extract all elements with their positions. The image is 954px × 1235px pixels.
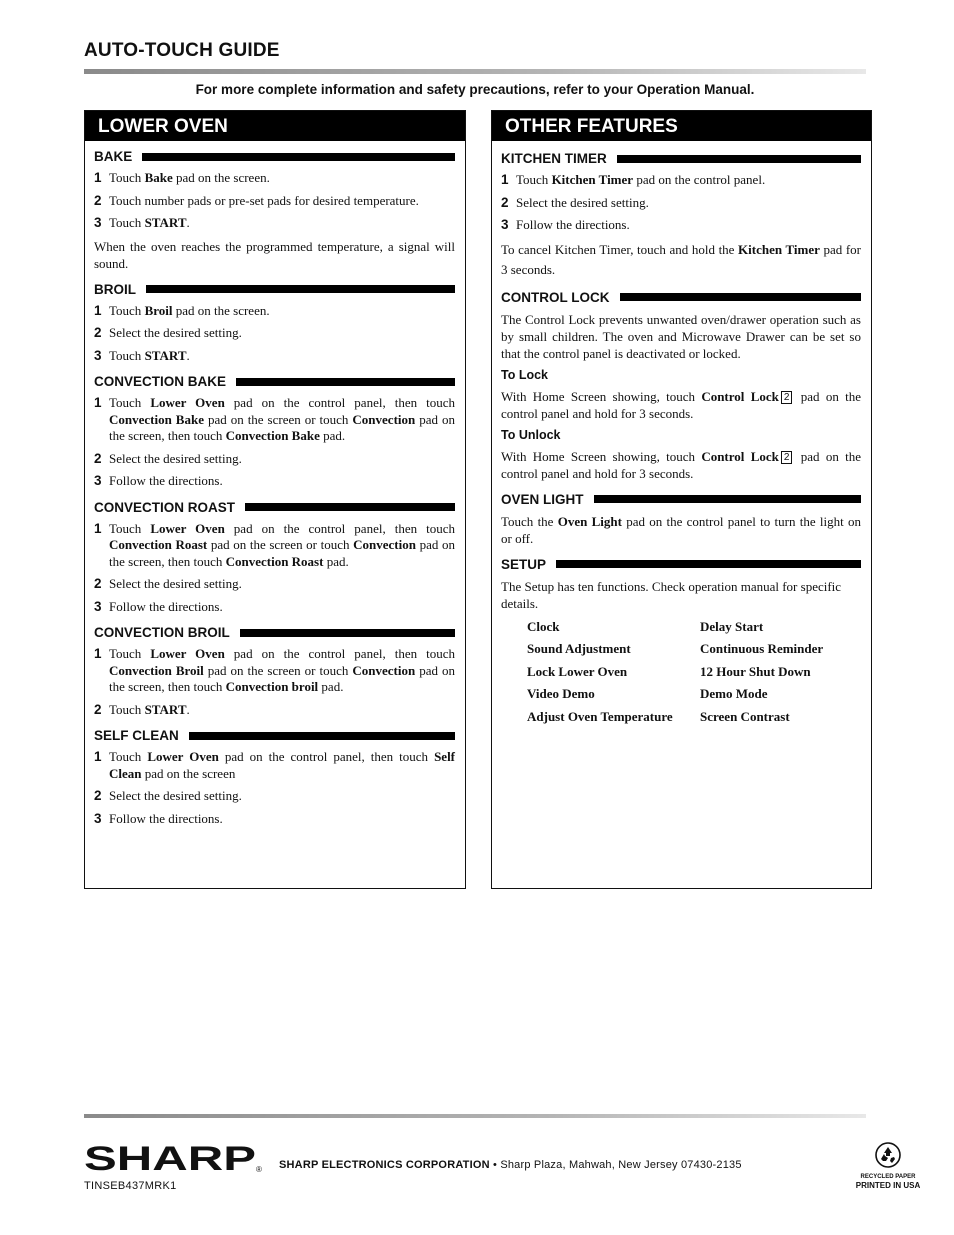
step-number: 2 <box>94 576 102 591</box>
self-clean-section-header <box>94 728 455 743</box>
section-label: SELF CLEAN <box>94 728 179 743</box>
bake-note: When the oven reaches the programmed temperature, a signal will sound. <box>94 238 455 271</box>
setup-function: Video Demo <box>527 686 595 701</box>
step-number: 2 <box>94 701 102 717</box>
step-text: Touch Lower Oven pad on the control panel, then touch Convection Roast pad on the screen or touch Convection pad on the screen, then touch Convection Roast pad. <box>109 520 455 569</box>
title-rule <box>84 69 866 74</box>
self-clean-step-2 <box>94 788 455 805</box>
convection-broil-section-header <box>94 625 455 640</box>
step-number: 1 <box>501 172 509 187</box>
convection-broil-step-2 <box>94 702 455 719</box>
step-text: Touch Lower Oven pad on the control panel, then touch Convection Broil pad on the screen or touch Convection pad on the screen, then touch Convection broil pad. <box>109 646 455 694</box>
broil-step-3 <box>94 348 455 365</box>
svg-text:®: ® <box>256 1165 262 1174</box>
step-number: 1 <box>94 646 102 661</box>
step-text: Follow the directions. <box>109 598 223 614</box>
step-text: Follow the directions. <box>109 810 223 826</box>
section-bar <box>142 153 455 161</box>
step-text: Touch Kitchen Timer pad on the control panel. <box>516 172 766 187</box>
setup-function: Adjust Oven Temperature <box>527 708 673 724</box>
bake-step-3 <box>94 215 455 232</box>
step-text: Touch number pads or pre-set pads for desired temperature. <box>109 192 419 208</box>
setup-function: Delay Start <box>700 618 764 634</box>
step-number: 1 <box>94 749 102 764</box>
to-lock-heading: To Lock <box>501 367 548 382</box>
convection-roast-step-2 <box>94 576 455 593</box>
to-unlock-heading: To Unlock <box>501 427 561 442</box>
step-text: Touch START. <box>109 215 190 230</box>
setup-function: Demo Mode <box>700 686 768 701</box>
section-bar <box>146 285 455 293</box>
setup-section-header <box>501 557 861 572</box>
bake-section-header <box>94 149 455 164</box>
control-lock-intro: The Control Lock prevents unwanted oven/drawer operation such as by small children. The oven and Microwave Drawer can be set so that the control panel is deactivated or locked. <box>501 311 861 361</box>
page-title: AUTO-TOUCH GUIDE <box>84 40 280 61</box>
self-clean-step-3 <box>94 811 455 828</box>
step-number: 3 <box>94 347 102 363</box>
setup-function: 12 Hour Shut Down <box>700 663 811 679</box>
sharp-logo <box>84 1142 264 1174</box>
step-number: 1 <box>94 302 102 318</box>
convection-bake-step-2 <box>94 451 455 468</box>
bake-step-2 <box>94 193 455 210</box>
broil-step-2 <box>94 325 455 342</box>
kitchen-timer-step-3 <box>501 217 861 234</box>
oven-light-text: Touch the Oven Light pad on the control panel to turn the light on or off. <box>501 513 861 546</box>
self-clean-step-1 <box>94 749 455 782</box>
section-bar <box>617 155 861 163</box>
section-label: CONVECTION ROAST <box>94 499 236 515</box>
convection-bake-step-1 <box>94 395 455 445</box>
section-bar <box>245 503 455 511</box>
step-number: 2 <box>94 192 102 208</box>
document-number: TINSEB437MRK1 <box>84 1180 177 1192</box>
kitchen-timer-step-2 <box>501 195 861 212</box>
section-bar <box>594 495 861 503</box>
section-label: BROIL <box>94 281 136 297</box>
other-features-title: OTHER FEATURES <box>492 111 871 141</box>
lower-oven-panel <box>84 110 466 889</box>
control-lock-key-icon: 2 <box>781 391 793 404</box>
convection-bake-step-3 <box>94 473 455 490</box>
setup-intro: The Setup has ten functions. Check operation manual for specific details. <box>501 578 842 611</box>
step-number: 3 <box>501 217 509 232</box>
step-number: 3 <box>94 473 102 488</box>
section-label: CONVECTION BAKE <box>94 374 227 389</box>
section-bar <box>240 629 455 637</box>
footer-rule <box>84 1114 866 1118</box>
step-text: Select the desired setting. <box>109 576 242 591</box>
step-number: 1 <box>94 170 102 185</box>
step-text: Select the desired setting. <box>109 788 242 803</box>
svg-text:SHARP: SHARP <box>84 1142 256 1174</box>
broil-section-header <box>94 282 455 297</box>
step-text: Select the desired setting. <box>516 194 649 210</box>
step-number: 2 <box>501 194 509 210</box>
step-text: Touch START. <box>109 347 190 363</box>
to-unlock-text: With Home Screen showing, touch Control Lock 2 pad on the control panel and hold for 3 seconds. <box>501 448 862 481</box>
kitchen-timer-section-header <box>501 151 861 166</box>
setup-function: Clock <box>527 618 560 634</box>
step-number: 3 <box>94 598 102 614</box>
step-text: Follow the directions. <box>109 473 223 488</box>
section-label: CONVECTION BROIL <box>94 625 230 640</box>
step-text: Follow the directions. <box>516 217 630 232</box>
step-text: Touch Lower Oven pad on the control panel, then touch Convection Bake pad on the screen or touch Convection pad on the screen, then touch Convection Bake pad. <box>109 395 455 443</box>
other-features-panel <box>491 110 872 889</box>
setup-function: Screen Contrast <box>700 708 790 724</box>
section-bar <box>620 293 862 301</box>
step-number: 3 <box>94 215 102 230</box>
printed-in-usa-label: PRINTED IN USA <box>855 1181 921 1190</box>
setup-function: Lock Lower Oven <box>527 663 628 679</box>
safety-note: For more complete information and safety precautions, refer to your Operation Manual. <box>195 82 755 97</box>
section-label: BAKE <box>94 149 133 164</box>
step-text: Touch START. <box>109 701 190 717</box>
recycled-paper-label: RECYCLED PAPER <box>860 1174 916 1180</box>
convection-roast-step-3 <box>94 599 455 616</box>
setup-function: Sound Adjustment <box>527 641 631 656</box>
step-number: 2 <box>94 450 102 466</box>
step-number: 2 <box>94 325 102 340</box>
section-bar <box>556 560 861 568</box>
step-text: Touch Broil pad on the screen. <box>109 302 270 318</box>
step-text: Touch Lower Oven pad on the control panel, then touch Self Clean pad on the screen <box>109 749 456 781</box>
setup-functions-list <box>527 618 861 726</box>
convection-bake-section-header <box>94 374 455 389</box>
control-lock-section-header <box>501 290 861 305</box>
bake-step-1 <box>94 170 455 187</box>
step-number: 3 <box>94 810 102 826</box>
section-bar <box>236 378 455 386</box>
kitchen-timer-step-1 <box>501 172 861 189</box>
step-number: 1 <box>94 395 102 410</box>
section-label: SETUP <box>501 556 547 572</box>
recycled-paper-mark <box>852 1142 924 1191</box>
kitchen-timer-cancel-note: To cancel Kitchen Timer, touch and hold the Kitchen Timer pad for 3 seconds. <box>501 241 861 277</box>
section-bar <box>189 732 455 740</box>
setup-function: Continuous Reminder <box>700 641 824 656</box>
control-lock-key-icon: 2 <box>781 451 793 464</box>
convection-roast-section-header <box>94 500 455 515</box>
convection-roast-step-1 <box>94 521 455 571</box>
section-label: KITCHEN TIMER <box>501 151 607 166</box>
step-text: Touch Bake pad on the screen. <box>109 170 270 185</box>
step-text: Select the desired setting. <box>109 450 242 466</box>
to-lock-text: With Home Screen showing, touch Control Lock 2 pad on the control panel and hold for 3 seconds. <box>501 388 862 421</box>
section-label: CONTROL LOCK <box>501 289 610 305</box>
corporation-address: SHARP ELECTRONICS CORPORATION • Sharp Plaza, Mahwah, New Jersey 07430-2135 <box>279 1159 742 1171</box>
lower-oven-title: LOWER OVEN <box>85 111 465 141</box>
step-text: Select the desired setting. <box>109 325 242 340</box>
recycle-icon <box>875 1142 901 1168</box>
section-label: OVEN LIGHT <box>501 491 584 507</box>
broil-step-1 <box>94 303 455 320</box>
convection-broil-step-1 <box>94 646 455 696</box>
step-number: 1 <box>94 520 102 536</box>
step-number: 2 <box>94 788 102 803</box>
oven-light-section-header <box>501 492 861 507</box>
